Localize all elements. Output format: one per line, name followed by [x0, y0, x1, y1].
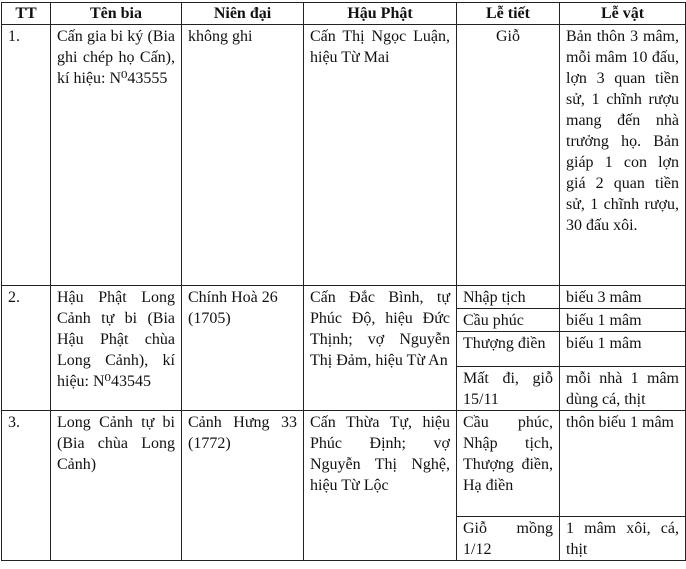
era-date: Cảnh Hưng 33 (1772)	[182, 411, 304, 561]
header-le-vat: Lễ vật	[560, 3, 686, 25]
offering: biếu 1 mâm	[560, 309, 686, 332]
offering: biếu 1 mâm	[560, 332, 686, 367]
ceremony: Cầu phúc	[457, 309, 560, 332]
era-date: Chính Hoà 26 (1705)	[182, 286, 304, 411]
table-row	[2, 25, 686, 286]
header-hau-phat: Hậu Phật	[304, 3, 457, 25]
ceremony: Giỗ	[457, 25, 560, 286]
header-ten-bia: Tên bia	[51, 3, 182, 25]
ceremony: Cầu phúc, Nhập tịch, Thượng điền, Hạ điền	[457, 411, 560, 517]
hau-phat-person: Cấn Đắc Bình, tự Phúc Độ, hiệu Đức Thịnh; vợ Nguyễn Thị Đảm, hiệu Từ An	[304, 286, 457, 411]
offering: mỗi nhà 1 mâm dùng cá, thịt	[560, 367, 686, 411]
ceremony: Nhập tịch	[457, 286, 560, 309]
hau-phat-person: Cấn Thừa Tự, hiệu Phúc Định; vợ Nguyễn Thị Nghệ, hiệu Từ Lộc	[304, 411, 457, 561]
stele-name: Hậu Phật Long Cảnh tự bi (Bia Hậu Phật chùa Long Cảnh), kí hiệu: N⁰43545	[51, 286, 182, 411]
row-number: 1.	[2, 25, 51, 286]
header-row	[2, 3, 686, 25]
hau-phat-person: Cấn Thị Ngọc Luận, hiệu Từ Mai	[304, 25, 457, 286]
table-row	[2, 286, 686, 309]
offering: thôn biếu 1 mâm	[560, 411, 686, 517]
row-number: 2.	[2, 286, 51, 411]
stele-name: Cấn gia bi ký (Bia ghi chép họ Cấn), kí hiệu: N⁰43555	[51, 25, 182, 286]
row-number: 3.	[2, 411, 51, 561]
offering: Bản thôn 3 mâm, mỗi mâm 10 đấu, lợn 3 quan tiền sử, 1 chĩnh rượu mang đến nhà trưởng họ. Bản giáp 1 con lợn giá 2 quan tiền sử, 1 chĩnh rượu, 30 đấu xôi.	[560, 25, 686, 286]
header-le-tiet: Lễ tiết	[457, 3, 560, 25]
hau-phat-table	[1, 2, 686, 561]
offering: biếu 3 mâm	[560, 286, 686, 309]
offering: 1 mâm xôi, cá, thịt	[560, 517, 686, 561]
header-tt: TT	[2, 3, 51, 25]
table-row	[2, 411, 686, 517]
era-date: không ghi	[182, 25, 304, 286]
ceremony: Thượng điền	[457, 332, 560, 367]
header-nien-dai: Niên đại	[182, 3, 304, 25]
stele-name: Long Cảnh tự bi (Bia chùa Long Cảnh)	[51, 411, 182, 561]
ceremony: Mất đi, giỗ 15/11	[457, 367, 560, 411]
ceremony: Giỗ mồng 1/12	[457, 517, 560, 561]
